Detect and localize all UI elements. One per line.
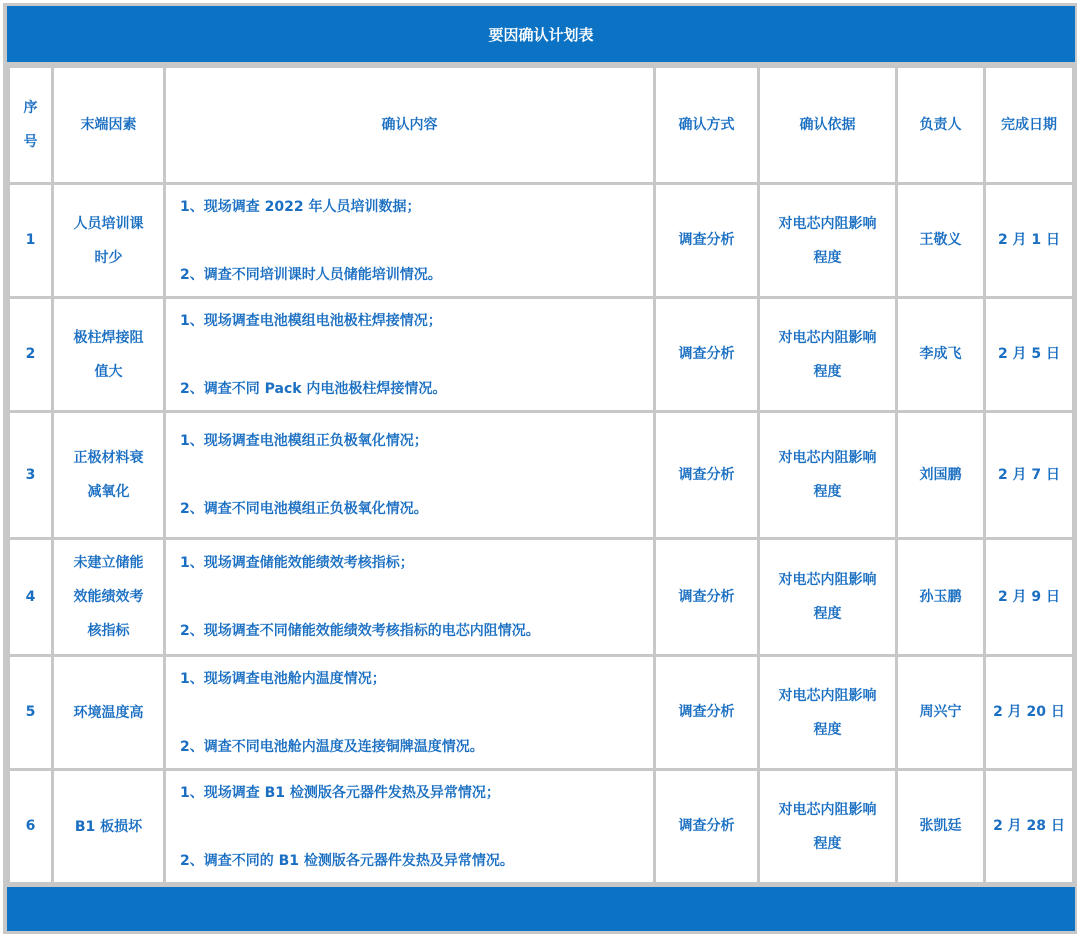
header-factor: 末端因素 [54,68,163,182]
header-seq: 序 号 [10,68,51,182]
header-basis: 确认依据 [760,68,895,182]
row-basis: 对电芯内阻影响 程度 [760,413,895,537]
row-basis: 对电芯内阻影响 程度 [760,657,895,768]
row-seq: 4 [10,540,51,654]
row-seq: 5 [10,657,51,768]
table-row [10,413,1072,537]
header-owner: 负责人 [898,68,983,182]
header-method: 确认方式 [656,68,757,182]
row-factor: 人员培训课 时少 [54,185,163,296]
table-row [10,540,1072,654]
row-method: 调查分析 [656,540,757,654]
row-content: 1、现场调查电池舱内温度情况； 2、调查不同电池舱内温度及连接铜牌温度情况。 [166,657,653,768]
row-owner: 王敬义 [898,185,983,296]
row-basis: 对电芯内阻影响 程度 [760,185,895,296]
row-method: 调查分析 [656,657,757,768]
table-row [10,771,1072,882]
row-owner: 李成飞 [898,299,983,410]
table-row [10,185,1072,296]
row-basis: 对电芯内阻影响 程度 [760,771,895,882]
row-method: 调查分析 [656,771,757,882]
plan-table [7,65,1075,885]
row-content: 1、现场调查 2022 年人员培训数据； 2、调查不同培训课时人员储能培训情况。 [166,185,653,296]
table-row [10,657,1072,768]
row-content: 1、现场调查 B1 检测版各元器件发热及异常情况； 2、调查不同的 B1 检测版各元器件发热及异常情况。 [166,771,653,882]
header-content: 确认内容 [166,68,653,182]
row-seq: 6 [10,771,51,882]
row-owner: 孙玉鹏 [898,540,983,654]
row-date: 2 月 20 日 [986,657,1072,768]
row-factor: 极柱焊接阻 值大 [54,299,163,410]
row-content: 1、现场调查电池模组电池极柱焊接情况； 2、调查不同 Pack 内电池极柱焊接情况。 [166,299,653,410]
row-method: 调查分析 [656,299,757,410]
plan-table-frame [3,3,1077,934]
row-factor: 未建立储能 效能绩效考 核指标 [54,540,163,654]
row-content: 1、现场调查储能效能绩效考核指标； 2、现场调查不同储能效能绩效考核指标的电芯内阻情况。 [166,540,653,654]
row-seq: 3 [10,413,51,537]
row-date: 2 月 7 日 [986,413,1072,537]
row-method: 调查分析 [656,413,757,537]
table-title: 要因确认计划表 [7,6,1075,62]
row-date: 2 月 28 日 [986,771,1072,882]
row-factor: 环境温度高 [54,657,163,768]
row-factor: B1 板损坏 [54,771,163,882]
row-factor: 正极材料衰 减氧化 [54,413,163,537]
row-basis: 对电芯内阻影响 程度 [760,540,895,654]
row-owner: 周兴宁 [898,657,983,768]
row-date: 2 月 9 日 [986,540,1072,654]
row-date: 2 月 5 日 [986,299,1072,410]
row-owner: 张凯廷 [898,771,983,882]
header-row [10,68,1072,182]
table-footer-bar [7,887,1075,931]
header-date: 完成日期 [986,68,1072,182]
row-seq: 1 [10,185,51,296]
table-row [10,299,1072,410]
row-seq: 2 [10,299,51,410]
row-method: 调查分析 [656,185,757,296]
row-owner: 刘国鹏 [898,413,983,537]
row-basis: 对电芯内阻影响 程度 [760,299,895,410]
row-date: 2 月 1 日 [986,185,1072,296]
row-content: 1、现场调查电池模组正负极氧化情况； 2、调查不同电池模组正负极氧化情况。 [166,413,653,537]
